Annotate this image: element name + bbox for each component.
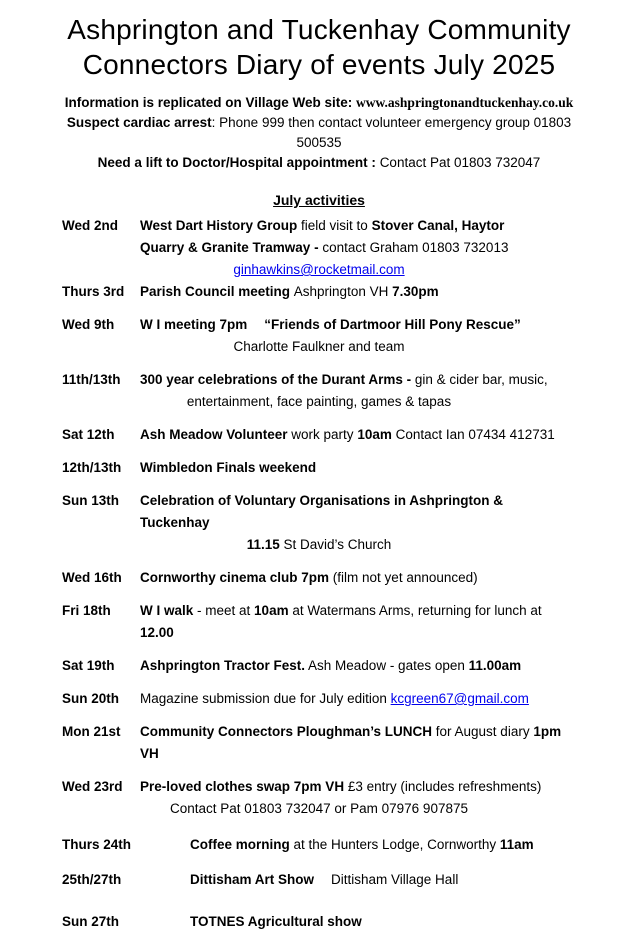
text-segment: - meet at [193,603,255,618]
section-heading: July activities [273,192,365,208]
text-segment: gin & cider bar, music, [414,372,548,387]
event-date: Wed 2nd [62,218,119,233]
text-segment-bold: 11.15 [246,537,280,552]
text-segment-bold: Cornworthy cinema club 7pm [140,570,333,585]
text-segment-bold: Parish Council meeting [140,284,294,299]
event-date: 11th/13th [62,372,121,387]
text-segment-bold: W I meeting 7pm [140,317,248,332]
event-description [140,688,576,710]
text-segment: at Watermans Arms, returning for lunch at [288,603,546,618]
event-line [140,688,576,710]
text-segment-bold: 10am [357,427,392,442]
event-description [140,457,576,479]
text-segment: contact Graham 01803 732013 [322,240,509,255]
event-row [62,490,576,556]
event-line [190,911,576,933]
text-segment-bold: Information is replicated on Village Web site: [64,95,357,110]
event-row [62,369,576,413]
page-title [62,12,576,82]
event-date: Sun 20th [62,691,120,706]
event-line [140,567,576,589]
event-line [62,798,576,820]
event-date: Thurs 3rd [62,284,125,299]
event-date: Fri 18th [62,603,111,618]
text-segment-bold: Pre-loved clothes swap 7pm VH [140,779,345,794]
event-description [140,281,576,303]
text-segment: entertainment, face painting, games & tapas [186,394,452,409]
text-segment: Contact Pat 01803 732047 [379,155,541,170]
event-row [62,911,576,933]
event-line [62,336,576,358]
event-row [62,567,576,589]
text-segment: Ashprington VH [293,284,393,299]
event-date: Sat 12th [62,427,115,442]
text-segment: £3 entry (includes refreshments) [344,779,542,794]
text-segment-bold: 12.00 [140,625,174,640]
event-description [140,911,576,933]
text-segment: for August diary [432,724,534,739]
text-segment: Charlotte Faulkner and team [233,339,405,354]
event-row [62,655,576,677]
info-line [62,153,576,173]
text-segment: Contact Ian 07434 412731 [391,427,555,442]
text-segment: (film not yet announced) [332,570,478,585]
text-segment-bold: 300 year celebrations of the Durant Arms - [140,372,415,387]
text-segment-bold: Ashprington Tractor Fest. [140,658,306,673]
text-segment-bold: W I walk [140,603,194,618]
event-description [140,215,576,281]
event-description [140,314,576,358]
event-line [140,314,576,336]
event-row [62,215,576,281]
event-description [140,424,576,446]
event-row [62,776,576,820]
text-segment: St David’s Church [279,537,392,552]
event-row [62,600,576,644]
text-segment-bold: Stover Canal, Haytor [371,218,505,233]
text-segment: Contact Pat 01803 732047 or Pam 07976 907875 [170,801,468,816]
event-description [140,721,576,765]
event-line [140,776,576,798]
event-line [140,281,576,303]
email-link[interactable]: kcgreen67@gmail.com [390,691,529,706]
text-segment-bold: TOTNES Agricultural show [190,914,362,929]
event-line [140,600,576,644]
text-segment-bold: Need a lift to Doctor/Hospital appointment : [97,155,380,170]
event-row [62,869,576,891]
event-date: Wed 9th [62,317,115,332]
event-description [140,655,576,677]
event-line [140,215,576,237]
text-segment-bold: 10am [254,603,289,618]
text-segment-bold: Coffee morning [190,837,290,852]
event-date: Thurs 24th [62,837,132,852]
text-segment-bold: West Dart History Group [140,218,302,233]
event-row [62,834,576,856]
event-date: 12th/13th [62,460,122,475]
text-segment-bold: Community Connectors Ploughman’s LUNCH [140,724,433,739]
event-row [62,314,576,358]
event-date: Sun 13th [62,493,120,508]
event-line [140,369,576,391]
event-date: 25th/27th [62,872,122,887]
event-description [140,567,576,589]
text-segment-bold: Ash Meadow Volunteer [140,427,292,442]
event-description [140,869,576,891]
text-segment-bold: Suspect cardiac arrest [66,115,212,130]
event-line [62,391,576,413]
text-segment-bold: 1pm VH [140,724,565,761]
page-title-line-1: Ashprington and Tuckenhay Community [67,14,571,45]
text-segment-bold: Quarry & Granite Tramway - [140,240,323,255]
event-line [62,534,576,556]
page-title-line-2: Connectors Diary of events July 2025 [82,49,556,80]
text-segment: Ash Meadow - gates open [305,658,469,673]
info-line [62,93,576,113]
website-url: www.ashpringtonandtuckenhay.co.uk [356,95,574,110]
event-line [140,721,576,765]
events-list [62,215,576,933]
event-line [190,834,576,856]
text-segment-bold: 7.30pm [392,284,439,299]
text-segment: Dittisham Village Hall [331,872,459,887]
event-line [140,237,576,259]
event-line [62,259,576,281]
event-row [62,457,576,479]
text-segment-bold: Dittisham Art Show [190,872,315,887]
event-line [190,869,576,891]
event-date: Wed 23rd [62,779,123,794]
event-date: Sat 19th [62,658,115,673]
text-segment-bold: Celebration of Voluntary Organisations in Ashprington & Tuckenhay [140,493,507,530]
event-date: Mon 21st [62,724,121,739]
event-line [140,655,576,677]
event-description [140,600,576,644]
info-block [62,93,576,173]
event-row [62,721,576,765]
event-row [62,281,576,303]
event-line [140,490,576,534]
info-line [62,113,576,153]
event-line [140,424,576,446]
event-date: Wed 16th [62,570,122,585]
email-link[interactable]: ginhawkins@rocketmail.com [233,262,405,277]
event-description [140,369,576,413]
text-segment: : Phone 999 then contact volunteer emergency group 01803 500535 [211,115,575,150]
text-segment: work party [291,427,358,442]
text-segment: at the Hunters Lodge, Cornworthy [289,837,500,852]
event-description [140,776,576,820]
event-row [62,424,576,446]
event-line [140,457,576,479]
text-segment-bold: 11am [499,837,534,852]
text-segment-bold: 11.00am [468,658,522,673]
text-segment-bold: “Friends of Dartmoor Hill Pony Rescue” [264,317,521,332]
event-date: Sun 27th [62,914,120,929]
text-segment: field visit to [301,218,372,233]
text-segment: Magazine submission due for July edition [140,691,391,706]
event-description [140,834,576,856]
text-segment-bold: Wimbledon Finals weekend [140,460,317,475]
event-row [62,688,576,710]
event-description [140,490,576,556]
